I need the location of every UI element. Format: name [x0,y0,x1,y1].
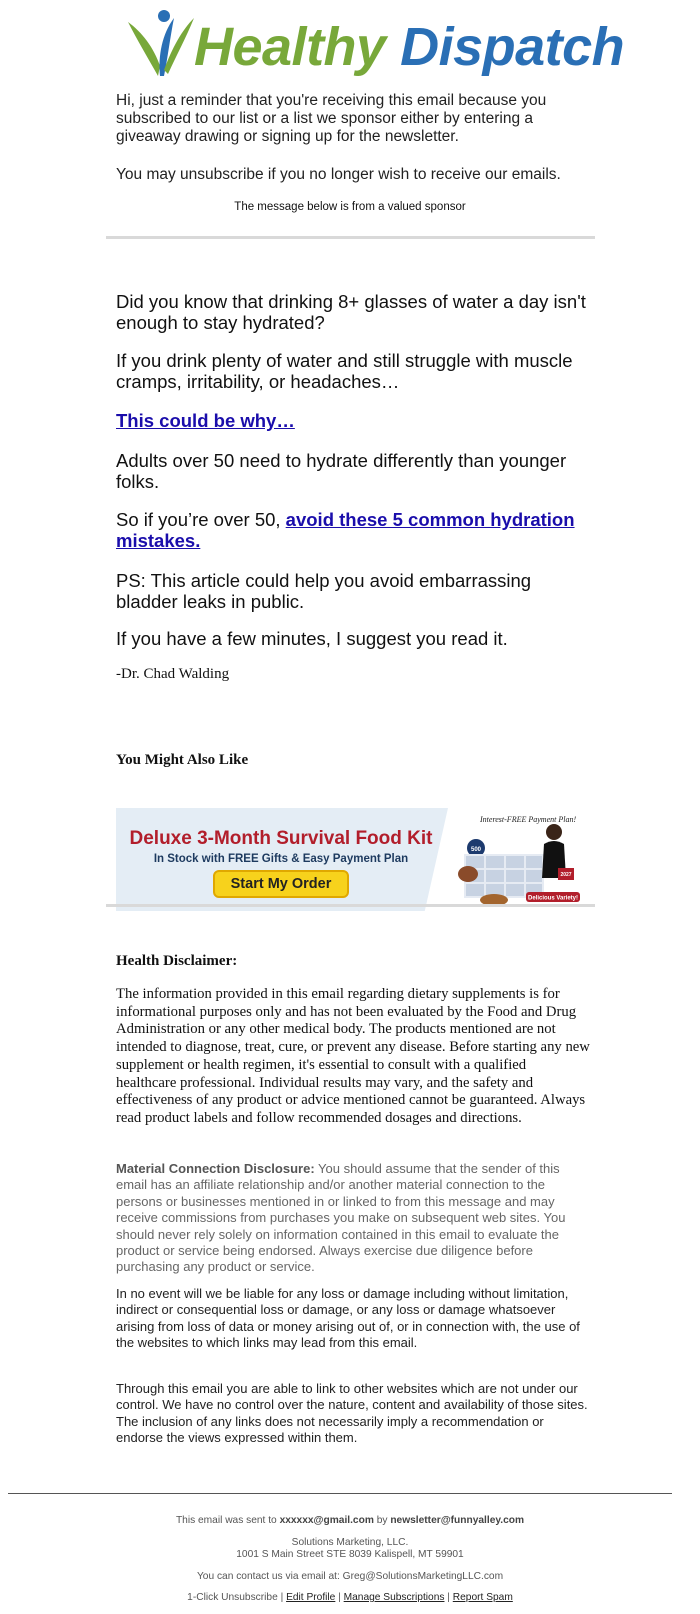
links-note-wrap [116,1381,590,1447]
mcd-body: You should assume that the sender of this email has an affiliate relationship and/or another material connection to the persons or businesses mentioned in or linked to from this message and may receive commissions from purchases you make on subsequent web sites. You should never rely solely on information contained in this email to evaluate the product or service being endorsed. Always exercise due diligence before purchasing any product or service. [116,1161,566,1275]
message-paragraph-4 [116,509,590,551]
liability-wrap [116,1286,590,1352]
one-click-unsubscribe[interactable]: 1-Click Unsubscribe [187,1592,278,1603]
disclaimer-body: The information provided in this email regarding dietary supplements is for informational purposes only and has not been evaluated by the Food and Drug Administration or any other medical body. The products mentioned are not intended to diagnose, treat, cure, or prevent any disease. Before starting any new supplement or health regimen, it's essential to consult with a qualified healthcare professional. Individual results may vary, and the safety and effectiveness of any product or advice mentioned cannot be guaranteed. Always read product labels and follow recommended dosages and directions. [116,986,590,1126]
footer-sent-line [0,1515,700,1527]
hydration-mistakes-link[interactable]: avoid these 5 common hydration mistakes. [116,509,575,551]
message-paragraph-5-wrap [116,570,590,612]
sponsor-note: The message below is from a valued sponsor [234,201,466,213]
brand-logo[interactable] [128,8,625,88]
leaf-icon [128,8,194,78]
disclaimer-heading: Health Disclaimer: [116,953,238,969]
message-paragraph-5: PS: This article could help you avoid embarrassing bladder leaks in public. [116,570,532,612]
message-paragraph-3-wrap [116,450,590,492]
intro-reminder [116,92,590,146]
brand-word-2: Dispatch [400,17,625,77]
person-head [546,824,562,840]
message-paragraph-2-wrap [116,350,590,392]
message-paragraph-2: If you drink plenty of water and still struggle with muscle cramps, irritability, or headaches… [116,350,573,392]
banner-subtitle: In Stock with FREE Gifts & Easy Payment Plan [153,853,409,865]
signature: -Dr. Chad Walding [116,666,230,682]
start-order-button[interactable]: Start My Order [213,870,349,898]
material-connection-disclosure [116,1161,590,1276]
message-paragraph-3: Adults over 50 need to hydrate differently than younger folks. [116,450,567,492]
product-badge: Delicious Variety! [527,895,579,902]
also-like-heading: You Might Also Like [116,752,249,768]
disclaimer-body-wrap [116,986,590,1128]
message-paragraph-4-wrap [116,509,590,551]
footer-contact: You can contact us via email at: Greg@SolutionsMarketingLLC.com [196,1571,504,1582]
manage-subscriptions-link[interactable]: Manage Subscriptions [343,1592,445,1603]
svg-text:2027: 2027 [560,872,572,878]
food-bowl-icon [458,866,478,882]
section-divider [106,236,595,239]
message-p4-prefix: So if you’re over 50, [116,509,286,530]
survival-kit-product-image [454,808,586,911]
edit-profile-link[interactable]: Edit Profile [286,1592,336,1603]
message-paragraph-6-wrap [116,628,590,649]
links-note-text: Through this email you are able to link to other websites which are not under our control. We have no control over the nature, content and availability of those sites. The inclusion of any links does not necessarily imply a recommendation or endorse the views expressed within them. [116,1381,588,1446]
message-paragraph-1: Did you know that drinking 8+ glasses of water a day isn't enough to stay hydrated? [116,291,586,333]
intro-reminder-text: Hi, just a reminder that you're receiving this email because you subscribed to our list or a list we sponsor either by entering a giveaway drawing or signing up for the newsletter. [116,92,547,145]
footer-sender: newsletter@funnyalley.com [390,1515,525,1526]
product-caption: Interest-FREE Payment Plan! [480,815,577,824]
message-body [116,291,590,333]
message-paragraph-6: If you have a few minutes, I suggest you read it. [116,628,508,649]
footer-recipient: xxxxxx@gmail.com [279,1515,374,1526]
footer-sent-prefix: This email was sent to [175,1515,280,1526]
hydration-link-1[interactable]: This could be why… [116,410,295,431]
unsubscribe-note: You may unsubscribe if you no longer wish to receive our emails. [116,166,561,183]
survival-kit-ad-banner[interactable] [116,808,586,911]
message-link-1-wrap [116,410,590,431]
footer-divider [8,1493,672,1494]
footer-sent-by: by [373,1515,391,1526]
report-spam-link[interactable]: Report Spam [452,1592,513,1603]
brand-word-1: Healthy [194,17,386,77]
mcd-label: Material Connection Disclosure: [116,1161,315,1176]
mcd-wrap [116,1161,590,1276]
footer-company: Solutions Marketing, LLC. [291,1537,409,1548]
section-divider-2 [106,904,595,907]
footer-address: 1001 S Main Street STE 8039 Kalispell, MT 59901 [236,1549,464,1560]
brand-wordmark [194,16,624,78]
liability-text: In no event will we be liable for any loss or damage including without limitation, indirect or consequential loss or damage, or any loss or damage whatsoever arising from loss of data or money arising out of, or in connection with, the use of the websites to which links may lead from this email. [116,1286,580,1351]
banner-title: Deluxe 3-Month Survival Food Kit [129,828,433,849]
footer-links: 1-Click Unsubscribe | Edit Profile | Manage Subscriptions | Report Spam [187,1592,513,1603]
svg-text:500: 500 [470,847,482,853]
